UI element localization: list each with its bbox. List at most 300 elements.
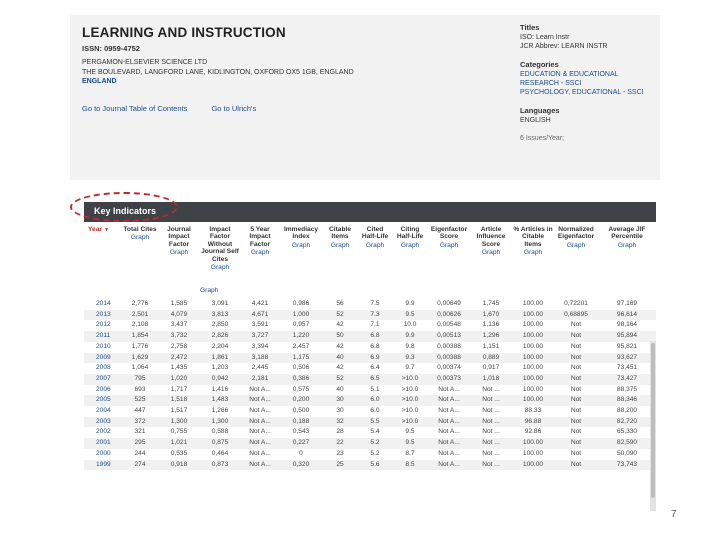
table-cell: 693 <box>122 385 158 396</box>
table-cell: 6.8 <box>358 342 392 353</box>
year-link[interactable]: 2005 <box>84 395 122 406</box>
table-cell: Not A... <box>240 417 280 428</box>
table-cell: 5.6 <box>358 460 392 471</box>
table-cell: 73,743 <box>598 460 656 471</box>
table-cell: 42 <box>322 363 358 374</box>
table-cell: 0,543 <box>280 427 322 438</box>
table-cell: 100.00 <box>512 342 554 353</box>
table-cell: Not A... <box>428 427 470 438</box>
table-cell: Not A... <box>428 385 470 396</box>
graph-link[interactable]: Graph <box>210 264 230 272</box>
table-cell: 40 <box>322 353 358 364</box>
table-cell: Not <box>554 331 598 342</box>
table-cell: 32 <box>322 417 358 428</box>
year-link[interactable]: 2012 <box>84 320 122 331</box>
table-cell: 0,227 <box>280 438 322 449</box>
jcr-title: JCR Abbrev: LEARN INSTR <box>520 43 608 50</box>
graph-link[interactable]: Graph <box>439 241 459 249</box>
table-cell: 1,585 <box>158 299 200 310</box>
table-cell: Not ... <box>470 417 512 428</box>
table-cell: 98,164 <box>598 320 656 331</box>
table-cell: >10.0 <box>392 385 428 396</box>
table-cell: Not <box>554 427 598 438</box>
table-cell: 30 <box>322 406 358 417</box>
table-cell: >10.0 <box>392 406 428 417</box>
table-cell: 0,875 <box>200 438 240 449</box>
table-cell: 5.2 <box>358 449 392 460</box>
issues-per-year: 6 Issues/Year; <box>520 135 565 142</box>
table-cell: 100.00 <box>512 395 554 406</box>
table-cell: 9.5 <box>392 438 428 449</box>
graph-link[interactable]: Graph <box>169 249 189 257</box>
table-cell: 1,518 <box>158 395 200 406</box>
table-cell: 2,850 <box>200 320 240 331</box>
column-header[interactable] <box>392 225 428 283</box>
column-header-label: Cited Half-Life <box>361 226 389 241</box>
table-cell: 95,821 <box>598 342 656 353</box>
category-link[interactable]: PSYCHOLOGY, EDUCATIONAL - SSCI <box>520 89 644 96</box>
table-cell: 795 <box>122 374 158 385</box>
table-cell: Not <box>554 449 598 460</box>
table-cell: Not A... <box>240 438 280 449</box>
table-cell: 2,108 <box>122 320 158 331</box>
table-cell: Not ... <box>470 438 512 449</box>
table-cell: 7.1 <box>358 320 392 331</box>
table-cell: 3,813 <box>200 310 240 321</box>
year-link[interactable]: 2000 <box>84 449 122 460</box>
year-link[interactable]: 2013 <box>84 310 122 321</box>
year-link[interactable]: 2004 <box>84 406 122 417</box>
table-cell: Not ... <box>470 460 512 471</box>
table-cell: 2,457 <box>280 342 322 353</box>
table-cell: 73,451 <box>598 363 656 374</box>
table-cell: 88,200 <box>598 406 656 417</box>
table-cell: Not <box>554 342 598 353</box>
graph-link[interactable]: Graph <box>481 249 501 257</box>
table-cell: 100.00 <box>512 460 554 471</box>
table-cell: 0,755 <box>158 427 200 438</box>
table-cell: 0,500 <box>280 406 322 417</box>
table-cell: >10.0 <box>392 374 428 385</box>
column-header-label: Total Cites <box>123 226 157 233</box>
table-cell: 1,175 <box>280 353 322 364</box>
column-header[interactable] <box>554 225 598 283</box>
table-cell: 1,000 <box>280 310 322 321</box>
table-cell: Not A... <box>428 395 470 406</box>
year-link[interactable]: 2001 <box>84 438 122 449</box>
year-link[interactable]: 2006 <box>84 385 122 396</box>
table-cell: 96.88 <box>512 417 554 428</box>
table-cell: 0,320 <box>280 460 322 471</box>
table-cell: 2,445 <box>240 363 280 374</box>
table-cell: 6.0 <box>358 395 392 406</box>
table-cell: 7.5 <box>358 299 392 310</box>
scrollbar-thumb[interactable] <box>651 343 655 498</box>
column-header[interactable] <box>598 225 656 283</box>
categories-heading: Categories <box>520 60 559 69</box>
toc-link[interactable]: Go to Journal Table of Contents <box>82 104 188 113</box>
table-cell: 6.9 <box>358 353 392 364</box>
table-cell: 3,732 <box>158 331 200 342</box>
journal-title: LEARNING AND INSTRUCTION <box>82 25 286 40</box>
table-cell: 1,517 <box>158 406 200 417</box>
graph-link[interactable]: Graph <box>291 241 311 249</box>
table-cell: >10.0 <box>392 417 428 428</box>
table-row[interactable] <box>84 406 656 417</box>
year-link[interactable]: 2003 <box>84 417 122 428</box>
table-cell: 0,918 <box>158 460 200 471</box>
table-cell: Not A... <box>240 406 280 417</box>
table-cell: 6.8 <box>358 331 392 342</box>
year-link[interactable]: 2007 <box>84 374 122 385</box>
table-cell: Not <box>554 395 598 406</box>
year-link[interactable]: 2014 <box>84 299 122 310</box>
column-header[interactable] <box>200 225 240 283</box>
table-cell: 2,501 <box>122 310 158 321</box>
table-cell: 100.00 <box>512 438 554 449</box>
table-cell: 100.00 <box>512 310 554 321</box>
table-cell: 0,00374 <box>428 363 470 374</box>
journal-issn: ISSN: 0959-4752 <box>82 44 140 53</box>
table-cell: Not A... <box>240 449 280 460</box>
table-cell: 1,203 <box>200 363 240 374</box>
table-scrollbar[interactable] <box>650 341 656 511</box>
table-cell: 6.5 <box>358 374 392 385</box>
column-header-label: % Articles in Citable Items <box>513 226 553 248</box>
table-cell: Not <box>554 353 598 364</box>
table-cell: 100.00 <box>512 331 554 342</box>
column-header-label: Journal Impact Factor <box>167 226 191 248</box>
table-cell: 25 <box>322 460 358 471</box>
table-cell: Not <box>554 320 598 331</box>
journal-sidebar <box>520 23 655 143</box>
table-row[interactable] <box>84 331 656 342</box>
column-header-label: Average JIF Percentile <box>608 226 646 241</box>
column-header-label: Impact Factor Without Journal Self Cites <box>201 226 239 263</box>
table-cell: 0,986 <box>280 299 322 310</box>
table-cell: 42 <box>322 342 358 353</box>
table-cell: 6.0 <box>358 406 392 417</box>
table-cell: 0,464 <box>200 449 240 460</box>
graph-row <box>84 283 656 299</box>
table-cell: 0,00373 <box>428 374 470 385</box>
table-cell: 1,745 <box>470 299 512 310</box>
table-cell: 2,472 <box>158 353 200 364</box>
table-row[interactable] <box>84 460 656 471</box>
table-cell: 5.4 <box>358 427 392 438</box>
year-link[interactable]: 2010 <box>84 342 122 353</box>
column-header[interactable] <box>158 225 200 283</box>
table-cell: Not A... <box>428 417 470 428</box>
table-cell: 5.2 <box>358 438 392 449</box>
column-header-label: Normalized Eigenfactor <box>557 226 595 241</box>
table-cell: 1,220 <box>280 331 322 342</box>
publisher-address: THE BOULEVARD, LANGFORD LANE, KIDLINGTON, OXFORD OX5 1GB, ENGLAND <box>82 68 354 76</box>
table-cell: Not <box>554 406 598 417</box>
table-cell: 0,889 <box>470 353 512 364</box>
graph-link[interactable]: Graph <box>617 241 637 249</box>
table-cell: 0,68895 <box>554 310 598 321</box>
table-cell: 295 <box>122 438 158 449</box>
table-cell: 9.5 <box>392 310 428 321</box>
year-link[interactable]: 1999 <box>84 460 122 471</box>
table-cell: 2,204 <box>200 342 240 353</box>
year-link[interactable]: 2008 <box>84 363 122 374</box>
table-cell: 0,00388 <box>428 353 470 364</box>
table-cell: 28 <box>322 427 358 438</box>
table-cell: Not A... <box>428 449 470 460</box>
table-cell: 100.00 <box>512 385 554 396</box>
table-cell: 2,181 <box>240 374 280 385</box>
table-cell: 1,416 <box>200 385 240 396</box>
publisher-name: PERGAMON-ELSEVIER SCIENCE LTD <box>82 59 208 66</box>
graph-row-spacer <box>84 283 200 299</box>
table-cell: 274 <box>122 460 158 471</box>
header-row <box>84 225 656 283</box>
highlight-circle-annotation <box>70 192 178 222</box>
table-cell: >10.0 <box>392 395 428 406</box>
table-cell: 73,427 <box>598 374 656 385</box>
screenshot-frame <box>70 15 660 520</box>
table-cell: 10.0 <box>392 320 428 331</box>
table-cell: 50,090 <box>598 449 656 460</box>
table-row[interactable] <box>84 438 656 449</box>
table-cell: 0,917 <box>470 363 512 374</box>
table-cell: 9.3 <box>392 353 428 364</box>
table-cell: 3,437 <box>158 320 200 331</box>
column-header[interactable] <box>280 225 322 283</box>
language-value: ENGLISH <box>520 117 551 124</box>
key-indicators-title: Key Indicators <box>94 206 157 216</box>
table-cell: 52 <box>322 310 358 321</box>
table-row[interactable] <box>84 417 656 428</box>
graph-link[interactable]: Graph <box>200 286 219 294</box>
table-row[interactable] <box>84 374 656 385</box>
table-cell: Not ... <box>470 427 512 438</box>
table-cell: 1,629 <box>122 353 158 364</box>
column-header[interactable] <box>322 225 358 283</box>
table-cell: 4,421 <box>240 299 280 310</box>
table-row[interactable] <box>84 449 656 460</box>
year-link[interactable]: 2002 <box>84 427 122 438</box>
column-header-label: Eigenfactor Score <box>430 226 468 241</box>
table-row[interactable] <box>84 320 656 331</box>
column-header-label: Citing Half-Life <box>396 226 424 241</box>
table-row[interactable] <box>84 427 656 438</box>
table-cell: 1,483 <box>200 395 240 406</box>
category-link[interactable]: EDUCATION & EDUCATIONAL RESEARCH - SSCI <box>520 71 619 87</box>
table-cell: 1,670 <box>470 310 512 321</box>
table-cell: 0,00548 <box>428 320 470 331</box>
table-cell: 0,588 <box>200 427 240 438</box>
column-header-label: Immediacy Index <box>283 226 319 241</box>
table-cell: 3,727 <box>240 331 280 342</box>
graph-link[interactable]: Graph <box>250 249 270 257</box>
table-row[interactable] <box>84 395 656 406</box>
table-cell: 0,00513 <box>428 331 470 342</box>
year-link[interactable]: 2011 <box>84 331 122 342</box>
table-cell: 9.9 <box>392 299 428 310</box>
table-cell: 9.5 <box>392 427 428 438</box>
table-cell: 100.00 <box>512 363 554 374</box>
column-header[interactable] <box>358 225 392 283</box>
table-cell: 1,296 <box>470 331 512 342</box>
column-header[interactable] <box>122 225 158 283</box>
table-cell: Not A... <box>240 385 280 396</box>
graph-link[interactable]: Graph <box>400 241 420 249</box>
column-header-label: Year <box>88 226 102 233</box>
table-cell: Not <box>554 417 598 428</box>
table-cell: Not A... <box>428 438 470 449</box>
table-cell: Not <box>554 438 598 449</box>
table-cell: 0,957 <box>280 320 322 331</box>
sort-arrow-icon[interactable]: ▼ <box>103 227 109 233</box>
publisher-info <box>82 58 354 87</box>
table-cell: 92.86 <box>512 427 554 438</box>
table-cell: Not ... <box>470 449 512 460</box>
table-cell: 0,72201 <box>554 299 598 310</box>
table-cell: 88.33 <box>512 406 554 417</box>
table-cell: 0,535 <box>158 449 200 460</box>
table-cell: 1,717 <box>158 385 200 396</box>
table-cell: 88,375 <box>598 385 656 396</box>
table-cell: 3,188 <box>240 353 280 364</box>
table-cell: 1,854 <box>122 331 158 342</box>
table-cell: 6.4 <box>358 363 392 374</box>
column-header[interactable] <box>428 225 470 283</box>
table-cell: 9.9 <box>392 331 428 342</box>
table-row[interactable] <box>84 353 656 364</box>
table-cell: 42 <box>322 320 358 331</box>
table-cell: 8.5 <box>392 460 428 471</box>
table-cell: 0,386 <box>280 374 322 385</box>
graph-link[interactable]: Graph <box>365 241 385 249</box>
publisher-country: ENGLAND <box>82 78 117 85</box>
table-cell: 50 <box>322 331 358 342</box>
table-cell: 4,079 <box>158 310 200 321</box>
table-cell: 82,590 <box>598 438 656 449</box>
table-cell: 52 <box>322 374 358 385</box>
table-cell: 1,300 <box>200 417 240 428</box>
table-cell: 7.3 <box>358 310 392 321</box>
table-cell: 1,064 <box>122 363 158 374</box>
table-cell: 97,169 <box>598 299 656 310</box>
table-cell: Not <box>554 363 598 374</box>
table-cell: 40 <box>322 385 358 396</box>
table-cell: 3,394 <box>240 342 280 353</box>
table-cell: Not ... <box>470 406 512 417</box>
table-cell: 30 <box>322 395 358 406</box>
table-cell: 1,018 <box>470 374 512 385</box>
column-header-label: 5 Year Impact Factor <box>249 226 271 248</box>
table-cell: Not A... <box>428 406 470 417</box>
table-cell: Not A... <box>240 460 280 471</box>
table-cell: 0,575 <box>280 385 322 396</box>
table-cell: 1,020 <box>158 374 200 385</box>
graph-link[interactable]: Graph <box>330 241 350 249</box>
table-cell: 23 <box>322 449 358 460</box>
column-header[interactable] <box>240 225 280 283</box>
column-header[interactable] <box>512 225 554 283</box>
table-cell: Not A... <box>428 460 470 471</box>
languages-heading: Languages <box>520 106 560 115</box>
year-link[interactable]: 2009 <box>84 353 122 364</box>
table-row[interactable] <box>84 299 656 310</box>
table-cell: 1,266 <box>200 406 240 417</box>
table-cell: 93,627 <box>598 353 656 364</box>
table-row[interactable] <box>84 310 656 321</box>
table-cell: 9.7 <box>392 363 428 374</box>
table-cell: 0,00626 <box>428 310 470 321</box>
table-cell: 2,826 <box>200 331 240 342</box>
journal-links <box>82 104 278 113</box>
table-cell: 1,136 <box>470 320 512 331</box>
table-cell: 100.00 <box>512 299 554 310</box>
table-cell: 525 <box>122 395 158 406</box>
table-cell: 100.00 <box>512 353 554 364</box>
column-header[interactable] <box>470 225 512 283</box>
table-cell: 5.5 <box>358 417 392 428</box>
table-cell: Not <box>554 385 598 396</box>
table-cell: Not ... <box>470 395 512 406</box>
table-cell: 5.1 <box>358 385 392 396</box>
table-cell: 1,435 <box>158 363 200 374</box>
table-cell: 65,330 <box>598 427 656 438</box>
table-cell: 96,614 <box>598 310 656 321</box>
column-header-label: Article Influence Score <box>476 226 506 248</box>
key-indicators-panel <box>70 185 660 520</box>
titles-heading: Titles <box>520 23 540 32</box>
table-cell: 82,720 <box>598 417 656 428</box>
table-cell: 1,300 <box>158 417 200 428</box>
table-cell: 100.00 <box>512 320 554 331</box>
table-cell: 8.7 <box>392 449 428 460</box>
table-cell: Not <box>554 460 598 471</box>
column-header[interactable] <box>84 225 122 283</box>
ulrich-link[interactable]: Go to Ulrich's <box>211 104 257 113</box>
table-cell: 372 <box>122 417 158 428</box>
table-row[interactable] <box>84 363 656 374</box>
table-cell: 56 <box>322 299 358 310</box>
table-cell: 1,776 <box>122 342 158 353</box>
graph-link[interactable]: Graph <box>130 234 150 242</box>
graph-link[interactable]: Graph <box>566 241 586 249</box>
table-row[interactable] <box>84 342 656 353</box>
table-row[interactable] <box>84 385 656 396</box>
table-cell: 2,758 <box>158 342 200 353</box>
table-cell: 95,894 <box>598 331 656 342</box>
table-cell: 321 <box>122 427 158 438</box>
iso-title: ISO: Learn Instr <box>520 34 570 41</box>
table-cell: 447 <box>122 406 158 417</box>
table-cell: 22 <box>322 438 358 449</box>
table-cell: 100.00 <box>512 374 554 385</box>
table-cell: 100.00 <box>512 449 554 460</box>
table-cell: Not <box>554 374 598 385</box>
table-cell: 0 <box>280 449 322 460</box>
graph-link[interactable]: Graph <box>523 249 543 257</box>
table-cell: 0,506 <box>280 363 322 374</box>
table-cell: 0,00649 <box>428 299 470 310</box>
column-header-label: Citable Items <box>329 226 351 241</box>
table-cell: 0,200 <box>280 395 322 406</box>
table-cell: Not A... <box>240 427 280 438</box>
page-number: 7 <box>671 509 677 520</box>
table-cell: 0,188 <box>280 417 322 428</box>
table-cell: 1,861 <box>200 353 240 364</box>
table-cell: 9.8 <box>392 342 428 353</box>
table-cell: 3,591 <box>240 320 280 331</box>
